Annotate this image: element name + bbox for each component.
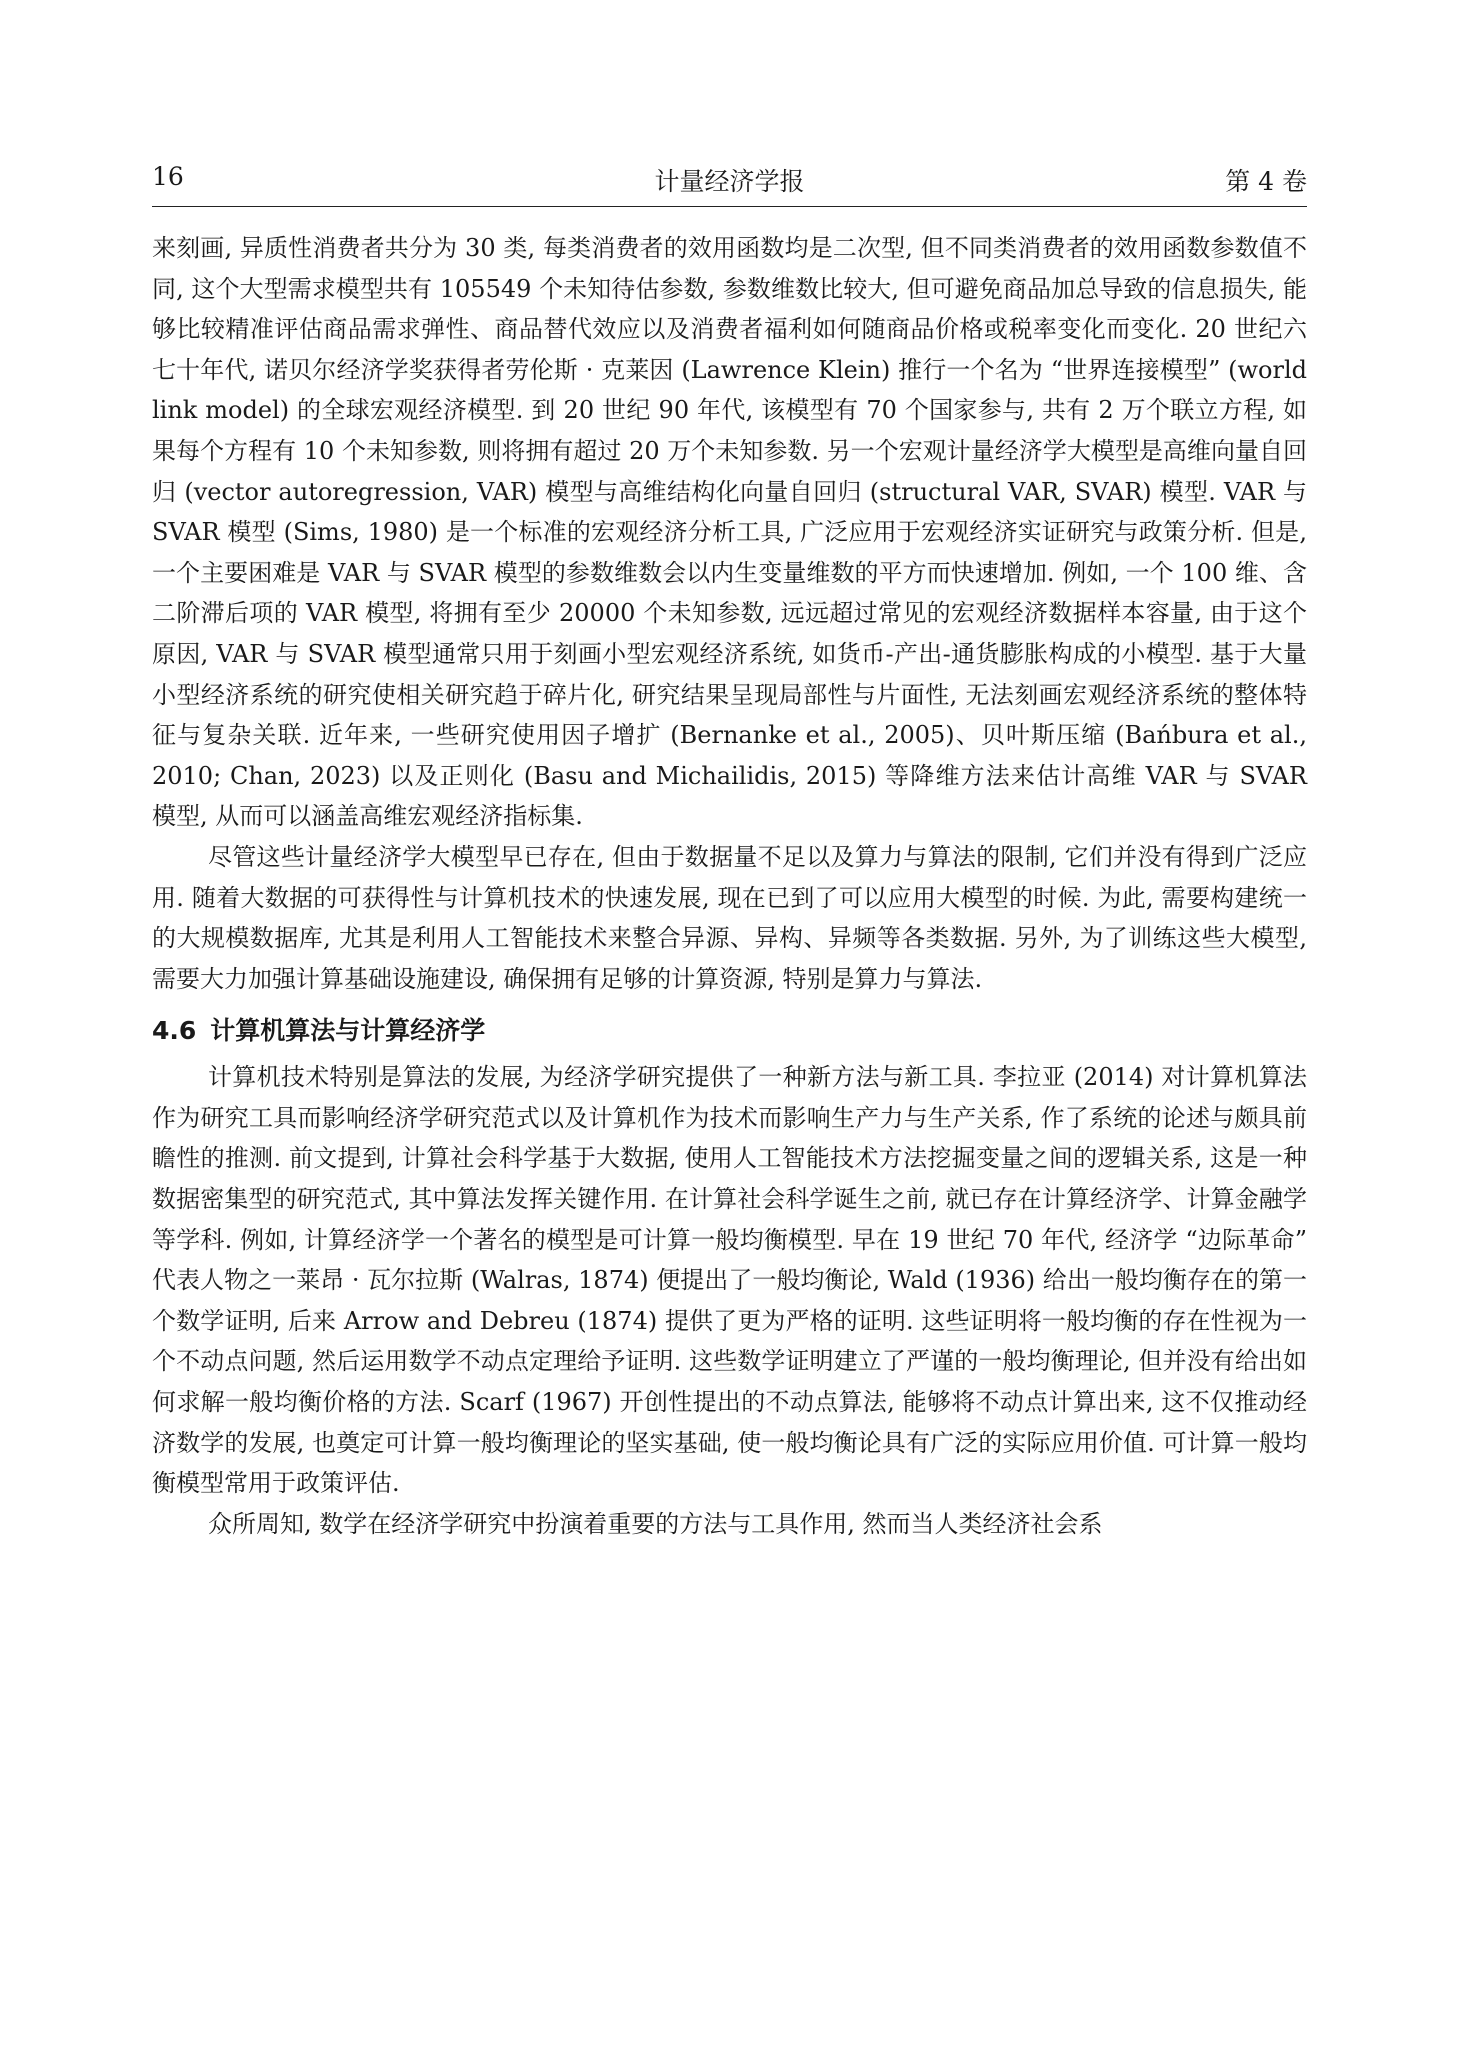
page-header xyxy=(152,162,1307,202)
body-text xyxy=(152,228,1307,1544)
section-heading xyxy=(152,1011,1307,1051)
header-rule xyxy=(152,206,1307,207)
paragraph-2: 尽管这些计量经济学大模型早已存在, 但由于数据量不足以及算力与算法的限制, 它们并没有得到广泛应用. 随着大数据的可获得性与计算机技术的快速发展, 现在已到了可以应用大模型的时候. 为此, 需要构建统一的大规模数据库, 尤其是利用人工智能技术来整合异源、异构、异频等各类数据. 另外, 为了训练这些大模型, 需要大力加强计算基础设施建设, 确保拥有足够的计算资源, 特别是算力与算法. xyxy=(152,842,1307,993)
paragraph-4: 众所周知, 数学在经济学研究中扮演着重要的方法与工具作用, 然而当人类经济社会系 xyxy=(208,1509,1103,1538)
journal-title: 计量经济学报 xyxy=(654,167,805,196)
paragraph-3: 计算机技术特别是算法的发展, 为经济学研究提供了一种新方法与新工具. 李拉亚 (2014) 对计算机算法作为研究工具而影响经济学研究范式以及计算机作为技术而影响生产力与生产关系, 作了系统的论述与颇具前瞻性的推测. 前文提到, 计算社会科学基于大数据, 使用人工智能技术方法挖掘变量之间的逻辑关系, 这是一种数据密集型的研究范式, 其中算法发挥关键作用. 在计算社会科学诞生之前, 就已存在计算经济学、计算金融学等学科. 例如, 计算经济学一个著名的模型是可计算一般均衡模型. 早在 19 世纪 70 年代, 经济学 “边际革命” 代表人物之一莱昂 · 瓦尔拉斯 (Walras, 1874) 便提出了一般均衡论, Wald (1936) 给出一般均衡存在的第一个数学证明, 后来 Arrow and Debreu (1874) 提供了更为严格的证明. 这些证明将一般均衡的存在性视为一个不动点问题, 然后运用数学不动点定理给予证明. 这些数学证明建立了严谨的一般均衡理论, 但并没有给出如何求解一般均衡价格的方法. Scarf (1967) 开创性提出的不动点算法, 能够将不动点计算出来, 这不仅推动经济数学的发展, 也奠定可计算一般均衡理论的坚实基础, 使一般均衡论具有广泛的实际应用价值. 可计算一般均衡模型常用于政策评估. xyxy=(152,1063,1307,1498)
section-title: 计算机算法与计算经济学 xyxy=(210,1016,486,1046)
section-number: 4.6 xyxy=(152,1016,197,1046)
volume-label: 第 4 卷 xyxy=(1225,167,1307,196)
paragraph-1: 来刻画, 异质性消费者共分为 30 类, 每类消费者的效用函数均是二次型, 但不同类消费者的效用函数参数值不同, 这个大型需求模型共有 105549 个未知待估参数, 参数维数比较大, 但可避免商品加总导致的信息损失, 能够比较精准评估商品需求弹性、商品替代效应以及消费者福利如何随商品价格或税率变化而变化. 20 世纪六七十年代, 诺贝尔经济学奖获得者劳伦斯 · 克莱因 (Lawrence Klein) 推行一个名为 “世界连接模型” (world link model) 的全球宏观经济模型. 到 20 世纪 90 年代, 该模型有 70 个国家参与, 共有 2 万个联立方程, 如果每个方程有 10 个未知参数, 则将拥有超过 20 万个未知参数. 另一个宏观计量经济学大模型是高维向量自回归 (vector autoregression, VAR) 模型与高维结构化向量自回归 (structural VAR, SVAR) 模型. VAR 与 SVAR 模型 (Sims, 1980) 是一个标准的宏观经济分析工具, 广泛应用于宏观经济实证研究与政策分析. 但是, 一个主要困难是 VAR 与 SVAR 模型的参数维数会以内生变量维数的平方而快速增加. 例如, 一个 100 维、含二阶滞后项的 VAR 模型, 将拥有至少 20000 个未知参数, 远远超过常见的宏观经济数据样本容量, 由于这个原因, VAR 与 SVAR 模型通常只用于刻画小型宏观经济系统, 如货币-产出-通货膨胀构成的小模型. 基于大量小型经济系统的研究使相关研究趋于碎片化, 研究结果呈现局部性与片面性, 无法刻画宏观经济系统的整体特征与复杂关联. 近年来, 一些研究使用因子增扩 (Bernanke et al., 2005)、贝叶斯压缩 (Bańbura et al., 2010; Chan, 2023) 以及正则化 (Basu and Michailidis, 2015) 等降维方法来估计高维 VAR 与 SVAR 模型, 从而可以涵盖高维宏观经济指标集. xyxy=(152,234,1307,831)
page-number: 16 xyxy=(152,162,184,191)
